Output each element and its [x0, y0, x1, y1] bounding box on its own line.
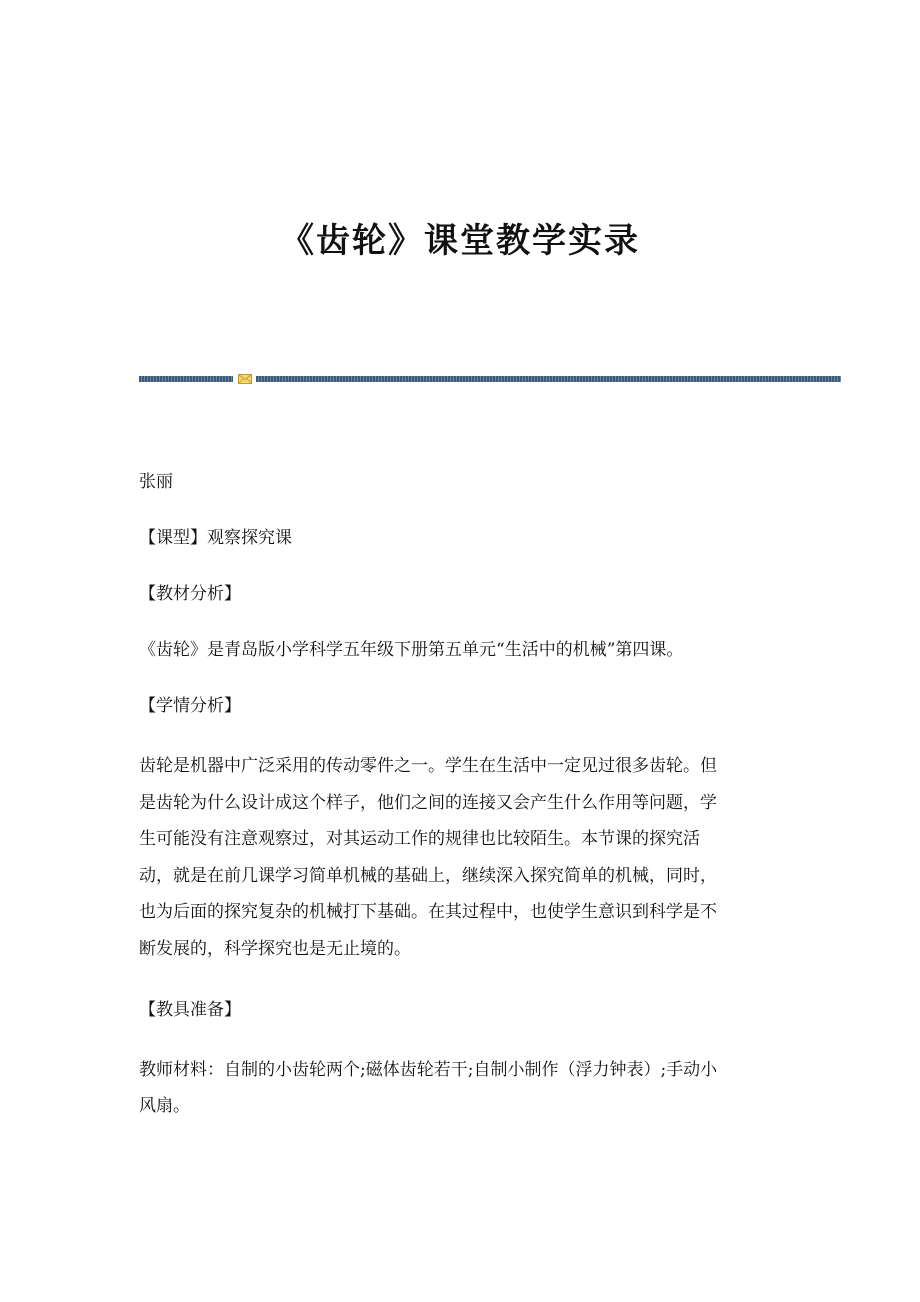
textbook-text-paragraph — [139, 636, 784, 664]
lesson-type: 【课型】观察探究课 — [139, 528, 292, 548]
student-heading-paragraph — [139, 692, 784, 720]
student-analysis-line: 动，就是在前几课学习简单机械的基础上，继续深入探究简单的机械，同时， — [139, 865, 717, 886]
document-title: 《齿轮》课堂教学实录 — [280, 221, 640, 261]
student-analysis-line: 是齿轮为什么设计成这个样子，他们之间的连接又会产生什么作用等问题，学 — [139, 792, 717, 813]
envelope-emblem-icon — [238, 374, 252, 384]
textbook-heading-paragraph — [139, 580, 784, 608]
author-paragraph — [139, 468, 784, 496]
tools-preparation-heading: 【教具准备】 — [139, 999, 241, 1020]
student-analysis-line: 断发展的，科学探究也是无止境的。 — [139, 938, 411, 959]
tools-preparation-paragraph — [139, 1052, 784, 1125]
textbook-analysis-text: 《齿轮》是青岛版小学科学五年级下册第五单元“生活中的机械”第四课。 — [139, 640, 684, 660]
divider-bar-right — [256, 376, 841, 382]
author-name: 张丽 — [139, 472, 173, 492]
student-analysis-line: 齿轮是机器中广泛采用的传动零件之一。学生在生活中一定见过很多齿轮。但 — [139, 756, 717, 776]
tools-preparation-line: 风扇。 — [139, 1096, 190, 1117]
student-analysis-line: 生可能没有注意观察过，对其运动工作的规律也比较陌生。本节课的探究活 — [139, 829, 700, 850]
title-divider — [139, 374, 841, 384]
lesson-type-paragraph — [139, 524, 784, 552]
tools-preparation-line: 教师材料：自制的小齿轮两个;磁体齿轮若干;自制小制作（浮力钟表）;手动小 — [139, 1059, 718, 1080]
tools-heading-paragraph — [139, 996, 784, 1024]
textbook-analysis-heading: 【教材分析】 — [139, 584, 241, 604]
student-analysis-line: 也为后面的探究复杂的机械打下基础。在其过程中，也使学生意识到科学是不 — [139, 902, 717, 923]
student-analysis-heading: 【学情分析】 — [139, 696, 241, 716]
student-analysis-paragraph — [139, 748, 784, 968]
document-body — [139, 468, 784, 1153]
divider-bar-left — [139, 376, 233, 382]
